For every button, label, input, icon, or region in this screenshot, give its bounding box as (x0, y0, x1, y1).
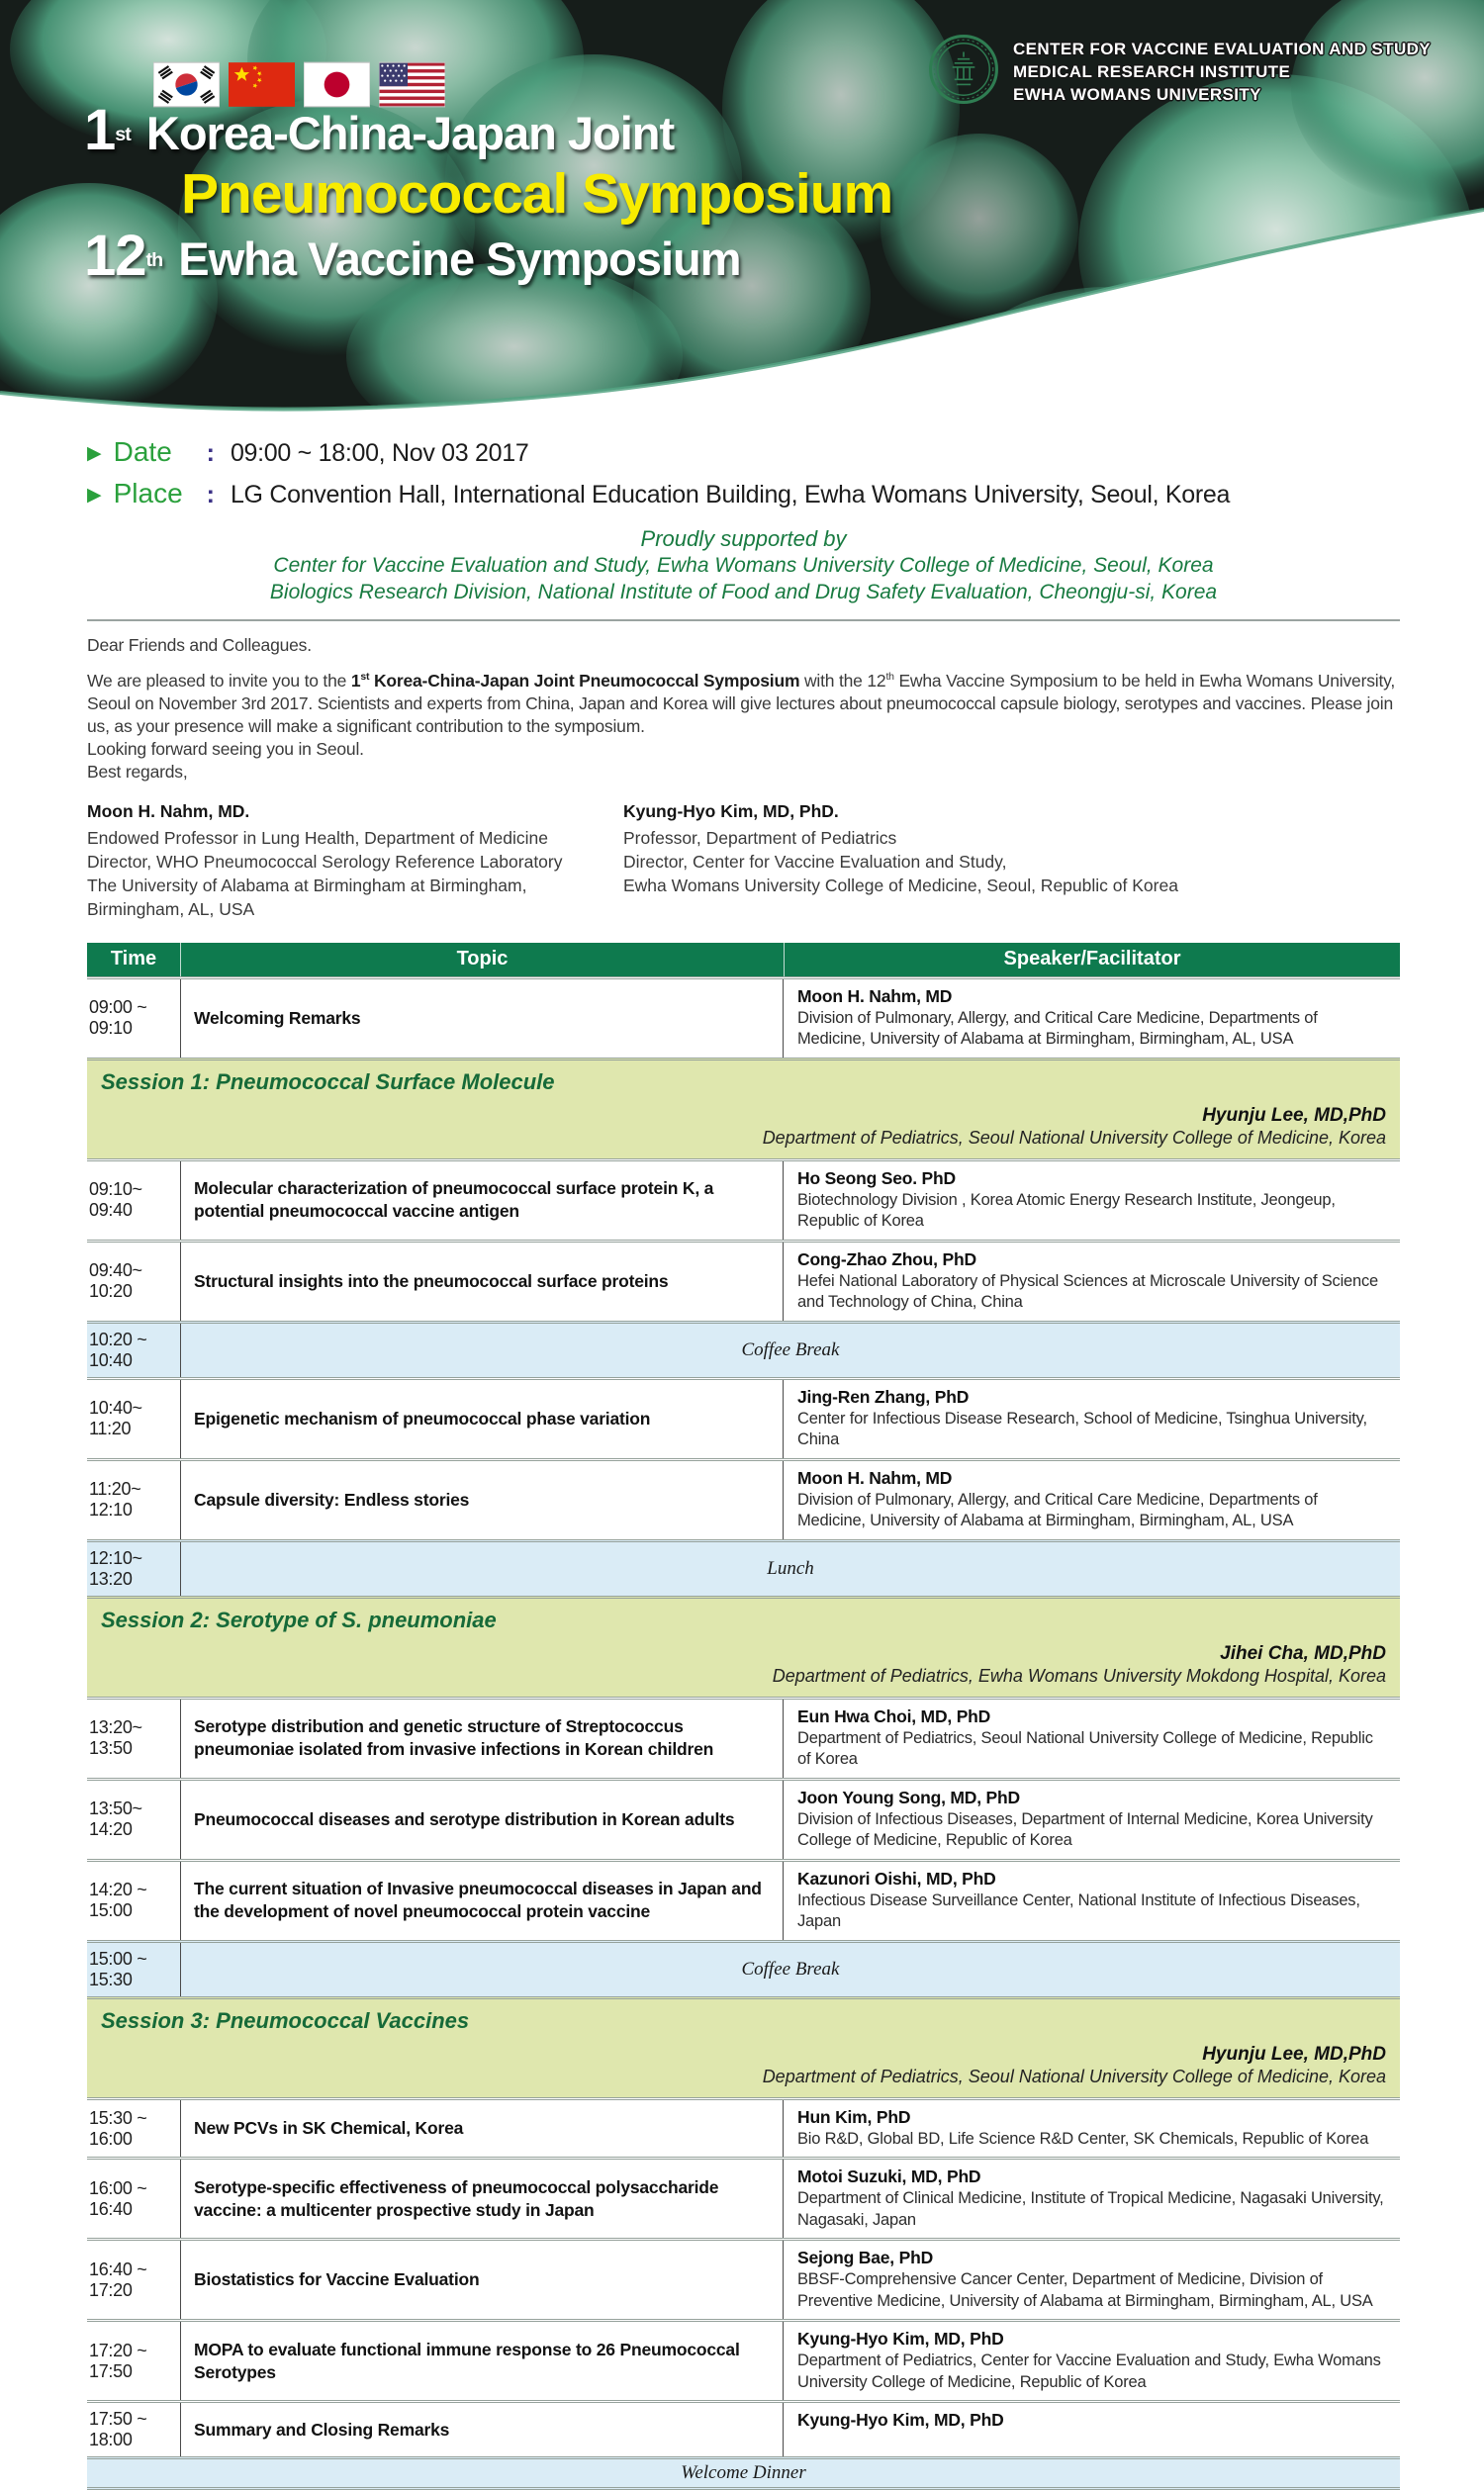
speaker-name: Kyung-Hyo Kim, MD, PhD (797, 2329, 1004, 2350)
speaker-name: Hun Kim, PhD (797, 2106, 911, 2127)
speaker-cell (784, 2241, 1400, 2319)
letter-body (87, 666, 1400, 738)
speaker-name: Joon Young Song, MD, PhD (797, 1787, 1020, 1807)
flag-south-korea-icon (153, 61, 220, 108)
signatory-line: Professor, Department of Pediatrics (623, 827, 897, 848)
topic-cell: The current situation of Invasive pneumococcal diseases in Japan and the development of novel pneumococcal protein vaccine (180, 1862, 784, 1940)
speaker-affiliation: Division of Pulmonary, Allergy, and Critical Care Medicine, Departments of Medicine, University of Alabama at Birmingham, Birmingham, AL, USA (797, 1490, 1318, 1530)
session-chair: Jihei Cha, MD,PhD (1220, 1642, 1386, 1664)
speaker-cell (784, 1243, 1400, 1321)
org-line-3: EWHA WOMANS UNIVERSITY (1013, 85, 1261, 104)
title-line-1 (84, 98, 892, 162)
session-cell (87, 1061, 1400, 1158)
break-row (87, 1321, 1400, 1377)
date-value: 09:00 ~ 18:00, Nov 03 2017 (230, 439, 529, 467)
signatory-line: Director, WHO Pneumococcal Serology Reference Laboratory (87, 851, 563, 872)
break-time: 12:10~ 13:20 (89, 1547, 142, 1589)
place-label: Place (113, 478, 183, 508)
schedule-row (87, 2400, 1400, 2456)
speaker-cell (784, 1700, 1400, 1778)
letter-bold-title (351, 671, 800, 691)
signatory-line: The University of Alabama at Birmingham at Birmingham, Birmingham, AL, USA (87, 875, 527, 919)
speaker-name: Cong-Zhao Zhou, PhD (797, 1248, 976, 1269)
session-chair-affiliation: Department of Pediatrics, Seoul National University College of Medicine, Korea (762, 1127, 1386, 1148)
org-line-1: CENTER FOR VACCINE EVALUATION AND STUDY (1013, 40, 1432, 58)
topic-cell: Serotype distribution and genetic structure of Streptococcus pneumoniae isolated from invasive infections in Korean children (180, 1700, 784, 1778)
program-table-header (87, 943, 1400, 976)
date-colon: : (206, 439, 215, 467)
speaker-affiliation: Hefei National Laboratory of Physical Sciences at Microscale University of Science and Technology of China, China (797, 1271, 1379, 1312)
topic-cell: Summary and Closing Remarks (180, 2403, 784, 2456)
column-header-topic: Topic (180, 943, 784, 976)
speaker-affiliation: Infectious Disease Surveillance Center, National Institute of Infectious Diseases, Japan (797, 1891, 1360, 1931)
schedule-row (87, 2157, 1400, 2238)
time-cell: 11:20~ 12:10 (89, 1479, 141, 1521)
speaker-name: Kyung-Hyo Kim, MD, PhD (797, 2410, 1004, 2431)
speaker-name: Moon H. Nahm, MD (797, 985, 953, 1006)
title-ordinal-2: 12 (84, 224, 146, 288)
break-row (87, 1539, 1400, 1596)
session-row (87, 1058, 1400, 1158)
supported-by-block (87, 526, 1400, 605)
triangle-bullet-icon: ▶ (87, 485, 102, 506)
signatory-name: Kyung-Hyo Kim, MD, PhD. (623, 800, 839, 821)
session-row (87, 1596, 1400, 1697)
break-row (87, 1940, 1400, 1996)
speaker-affiliation: Center for Infectious Disease Research, School of Medicine, Tsinghua University, China (797, 1409, 1367, 1449)
program-rows (87, 976, 1400, 2490)
title-ordinal-suffix: st (115, 123, 131, 145)
program-table (87, 943, 1400, 2490)
schedule-row (87, 1697, 1400, 1778)
letter-text: Korea-China-Japan Joint Pneumococcal Symposium (369, 670, 800, 691)
letter-salutation: Dear Friends and Colleagues. (87, 635, 312, 655)
letter-closing-1: Looking forward seeing you in Seoul. (87, 738, 364, 759)
session-title: Session 3: Pneumococcal Vaccines (101, 2007, 470, 2033)
schedule-row (87, 1778, 1400, 1859)
place-colon: : (206, 481, 215, 508)
time-cell: 09:10~ 09:40 (89, 1179, 142, 1221)
speaker-cell (784, 2322, 1400, 2400)
title-ordinal-suffix-2: th (145, 248, 163, 271)
speaker-name: Ho Seong Seo. PhD (797, 1167, 956, 1188)
signatory-right (623, 799, 1400, 921)
title-line-1-text: Korea-China-Japan Joint (134, 107, 675, 159)
letter-text: with the (799, 670, 868, 691)
time-cell: 13:50~ 14:20 (89, 1798, 142, 1840)
signatory-left (87, 799, 623, 921)
time-cell: 17:20 ~ 17:50 (89, 2340, 147, 2381)
speaker-affiliation: BBSF-Comprehensive Cancer Center, Department of Medicine, Division of Preventive Medicine, University of Alabama at Birmingham, Birmingham, AL, USA (797, 2270, 1373, 2310)
flag-usa-icon (379, 61, 445, 108)
session-chair-affiliation: Department of Pediatrics, Ewha Womans University Mokdong Hospital, Korea (772, 1665, 1386, 1686)
signatory-line: Ewha Womans University College of Medicine, Seoul, Republic of Korea (623, 875, 1178, 895)
speaker-cell (784, 2403, 1400, 2456)
topic-cell: Biostatistics for Vaccine Evaluation (180, 2241, 784, 2319)
break-time: 15:00 ~ 15:30 (89, 1948, 147, 1989)
title-line-3-text: Ewha Vaccine Symposium (166, 232, 741, 285)
time-cell: 09:00 ~ 09:10 (89, 997, 147, 1039)
speaker-name: Moon H. Nahm, MD (797, 1467, 953, 1488)
session-chair: Hyunju Lee, MD,PhD (1202, 2043, 1386, 2065)
break-label: Lunch (180, 1542, 1400, 1596)
topic-cell: Serotype-specific effectiveness of pneumococcal polysaccharide vaccine: a multicenter prospective study in Japan (180, 2160, 784, 2238)
speaker-affiliation: Department of Pediatrics, Center for Vaccine Evaluation and Study, Ewha Womans University College of Medicine, Republic of Korea (797, 2352, 1381, 2391)
speaker-affiliation: Department of Pediatrics, Seoul National University College of Medicine, Republic of Korea (797, 1728, 1373, 1769)
schedule-row (87, 1458, 1400, 1539)
date-row (87, 433, 1400, 475)
schedule-row (87, 1240, 1400, 1321)
letter-text: Ewha Vaccine Symposium to be held in Ewha Womans University, Seoul on November 3rd 2017. Scientists and experts from China, Japan and Korea will give lectures about pneumococcal capsule biology, serotypes and vaccines. Please join us, as your presence will make a significant contribution to the symposium. (87, 670, 1396, 736)
title-line-3 (84, 224, 892, 288)
speaker-cell (784, 1161, 1400, 1240)
signatory-line: Endowed Professor in Lung Health, Department of Medicine (87, 827, 548, 848)
flag-china-icon (229, 61, 295, 108)
schedule-row (87, 1377, 1400, 1458)
header-banner (0, 0, 1484, 415)
flags-row (153, 61, 445, 108)
time-cell: 16:00 ~ 16:40 (89, 2177, 147, 2219)
break-time: 10:20 ~ 10:40 (89, 1329, 147, 1370)
org-line-2: MEDICAL RESEARCH INSTITUTE (1013, 62, 1291, 81)
speaker-cell (784, 1862, 1400, 1940)
topic-cell: Structural insights into the pneumococcal surface proteins (180, 1243, 784, 1321)
schedule-row (87, 1859, 1400, 1940)
place-row (87, 475, 1400, 516)
triangle-bullet-icon: ▶ (87, 443, 102, 464)
speaker-name: Jing-Ren Zhang, PhD (797, 1386, 970, 1407)
topic-cell: MOPA to evaluate functional immune response to 26 Pneumococcal Serotypes (180, 2322, 784, 2400)
schedule-row (87, 2097, 1400, 2158)
org-block (928, 34, 1431, 106)
schedule-row (87, 2238, 1400, 2319)
speaker-cell (784, 1461, 1400, 1539)
supported-by-heading: Proudly supported by (640, 526, 847, 551)
page-title (84, 98, 893, 288)
dinner-label: Welcome Dinner (681, 2462, 806, 2484)
letter-text: 1 (350, 670, 361, 691)
session-cell (87, 1999, 1400, 2097)
speaker-name: Eun Hwa Choi, MD, PhD (797, 1706, 991, 1726)
title-line-2: Pneumococcal Symposium (181, 162, 893, 226)
time-cell: 14:20 ~ 15:00 (89, 1880, 147, 1921)
divider-line (87, 619, 1400, 621)
invitation-letter (87, 634, 1400, 784)
session-title: Session 2: Serotype of S. pneumoniae (101, 1607, 497, 1632)
topic-cell: Capsule diversity: Endless stories (180, 1461, 784, 1539)
topic-cell: Pneumococcal diseases and serotype distribution in Korean adults (180, 1781, 784, 1859)
time-cell: 10:40~ 11:20 (89, 1398, 142, 1439)
speaker-name: Kazunori Oishi, MD, PhD (797, 1868, 996, 1889)
time-cell: 09:40~ 10:20 (89, 1260, 142, 1302)
dinner-row (87, 2456, 1400, 2490)
speaker-name: Sejong Bae, PhD (797, 2248, 934, 2268)
topic-cell: New PCVs in SK Chemical, Korea (180, 2100, 784, 2158)
speaker-affiliation: Division of Infectious Diseases, Department of Internal Medicine, Korea University College of Medicine, Republic of Korea (797, 1809, 1373, 1850)
column-header-time: Time (110, 947, 157, 969)
topic-cell: Epigenetic mechanism of pneumococcal phase variation (180, 1380, 784, 1458)
place-value: LG Convention Hall, International Education Building, Ewha Womans University, Seoul, Korea (230, 481, 1231, 508)
topic-cell: Molecular characterization of pneumococcal surface protein K, a potential pneumococcal vaccine antigen (180, 1161, 784, 1240)
signatory-name: Moon H. Nahm, MD. (87, 800, 250, 821)
session-cell (87, 1599, 1400, 1697)
time-cell: 15:30 ~ 16:00 (89, 2107, 147, 2149)
speaker-cell (784, 1380, 1400, 1458)
letter-text: We are pleased to invite you to the (87, 670, 351, 691)
time-cell: 13:20~ 13:50 (89, 1717, 142, 1759)
speaker-cell (784, 2160, 1400, 2238)
flag-japan-icon (304, 61, 370, 108)
schedule-row (87, 1158, 1400, 1240)
supporter-line: Biologics Research Division, National Institute of Food and Drug Safety Evaluation, Cheongju-si, Korea (269, 581, 1218, 603)
letter-text: th (885, 671, 894, 683)
ewha-seal-logo (928, 34, 999, 105)
session-chair-affiliation: Department of Pediatrics, Seoul National University College of Medicine, Korea (762, 2066, 1386, 2086)
letter-closing-2: Best regards, (87, 761, 188, 782)
date-label: Date (113, 436, 172, 467)
speaker-name: Motoi Suzuki, MD, PhD (797, 2167, 981, 2187)
session-row (87, 1996, 1400, 2097)
event-info (87, 433, 1400, 516)
signatory-line: Director, Center for Vaccine Evaluation and Study, (623, 851, 1007, 872)
supporter-line: Center for Vaccine Evaluation and Study, Ewha Womans University College of Medicine, Seoul, Korea (273, 554, 1214, 577)
speaker-affiliation: Division of Pulmonary, Allergy, and Critical Care Medicine, Departments of Medicine, University of Alabama at Birmingham, Birmingham, AL, USA (797, 1008, 1318, 1049)
time-cell: 17:50 ~ 18:00 (89, 2409, 147, 2450)
schedule-row (87, 2319, 1400, 2400)
speaker-cell (784, 2100, 1400, 2158)
speaker-cell (784, 1781, 1400, 1859)
speaker-affiliation: Department of Clinical Medicine, Institute of Tropical Medicine, Nagasaki University, Nagasaki, Japan (797, 2189, 1384, 2229)
topic-cell: Welcoming Remarks (180, 979, 784, 1058)
letter-text: st (360, 671, 370, 683)
speaker-cell (784, 979, 1400, 1058)
session-title: Session 1: Pneumococcal Surface Molecule (101, 1068, 555, 1094)
speaker-affiliation: Bio R&D, Global BD, Life Science R&D Center, SK Chemicals, Republic of Korea (797, 2129, 1369, 2148)
letter-text: 12 (867, 670, 886, 691)
schedule-row (87, 976, 1400, 1058)
time-cell: 16:40 ~ 17:20 (89, 2259, 147, 2300)
signatories (87, 799, 1400, 921)
column-header-speaker: Speaker/Facilitator (784, 943, 1400, 976)
speaker-affiliation: Biotechnology Division , Korea Atomic Energy Research Institute, Jeongeup, Republic of Korea (797, 1190, 1336, 1231)
break-label: Coffee Break (180, 1943, 1400, 1996)
title-ordinal: 1 (84, 98, 116, 162)
session-chair: Hyunju Lee, MD,PhD (1202, 1104, 1386, 1126)
break-label: Coffee Break (180, 1324, 1400, 1377)
